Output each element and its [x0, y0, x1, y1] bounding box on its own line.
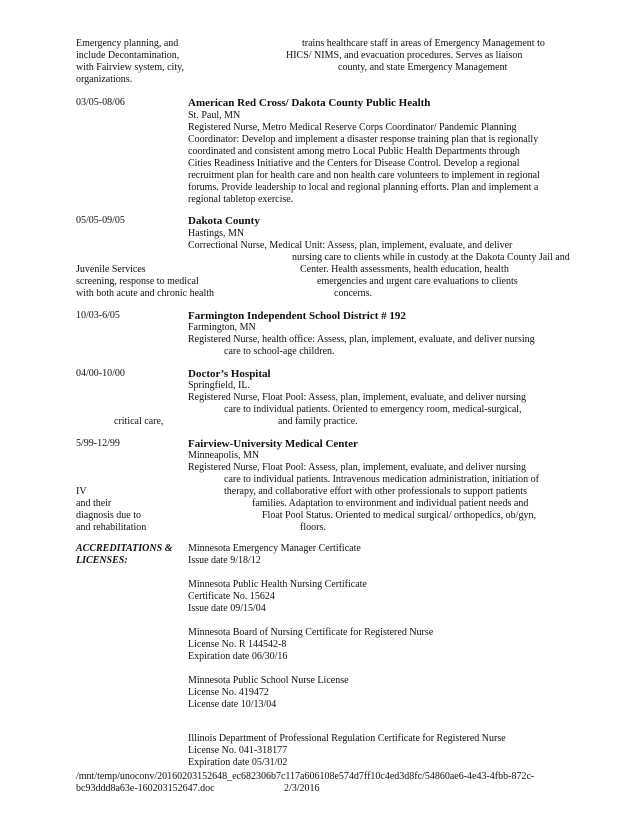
text-line: Expiration date 06/30/16: [188, 651, 288, 662]
text-line: with both acute and chronic health: [76, 288, 215, 299]
date-range: 04/00-10/00: [76, 368, 125, 379]
text-line: care to individual patients. Intravenous medication administration, initiation of: [224, 474, 539, 485]
text-line: floors.: [300, 522, 326, 533]
text-line: care to school-age children.: [224, 346, 335, 357]
text-line: Emergency planning, and: [76, 38, 179, 49]
section-heading: ACCREDITATIONS &: [76, 543, 173, 554]
text-line: trains healthcare staff in areas of Emergency Management to: [302, 38, 545, 49]
date-range: 10/03-6/05: [76, 310, 120, 321]
text-line: Float Pool Status. Oriented to medical surgical/ orthopedics, ob/gyn,: [262, 510, 536, 521]
text-line: Juvenile Services: [76, 264, 146, 275]
text-line: organizations.: [76, 74, 133, 85]
text-line: Registered Nurse, Float Pool: Assess, plan, implement, evaluate, and deliver nursing: [188, 462, 526, 473]
text-line: Minneapolis, MN: [188, 450, 260, 461]
employer-name: Farmington Independent School District # 192: [188, 310, 406, 322]
text-line: families. Adaptation to environment and individual patient needs and: [252, 498, 529, 509]
text-line: Expiration date 05/31/02: [188, 757, 288, 768]
text-line: Hastings, MN: [188, 228, 245, 239]
text-line: forums. Provide leadership to local and regional planning efforts. Plan and implement a: [188, 182, 539, 193]
date-range: 03/05-08/06: [76, 97, 125, 108]
text-line: coordinated and consistent among metro Local Public Health Departments through: [188, 146, 520, 157]
text-line: therapy, and collaborative effort with other professionals to support patients: [224, 486, 527, 497]
text-line: Issue date 9/18/12: [188, 555, 261, 566]
text-line: Registered Nurse, Float Pool: Assess, plan, implement, evaluate, and deliver nursing: [188, 392, 526, 403]
employer-name: Dakota County: [188, 215, 260, 227]
text-line: and rehabilitation: [76, 522, 147, 533]
text-line: recruitment plan for health care and non health care volunteers to implement in regional: [188, 170, 540, 181]
section-heading: LICENSES:: [76, 555, 128, 566]
text-line: License date 10/13/04: [188, 699, 277, 710]
text-line: include Decontamination,: [76, 50, 180, 61]
text-line: county, and state Emergency Management: [338, 62, 508, 73]
text-line: Illinois Department of Professional Regulation Certificate for Registered Nurse: [188, 733, 506, 744]
text-line: HICS/ NIMS, and evacuation procedures. Serves as liaison: [286, 50, 523, 61]
footer-line: /mnt/temp/unoconv/20160203152648_ec682306b7c117a606108e574d7ff10c4ed3d8fc/54860ae6-4e43-4fbb-872c-: [76, 771, 535, 782]
text-line: screening, response to medical: [76, 276, 199, 287]
text-line: Minnesota Public Health Nursing Certificate: [188, 579, 367, 590]
text-line: Minnesota Emergency Manager Certificate: [188, 543, 361, 554]
text-line: Issue date 09/15/04: [188, 603, 266, 614]
text-line: emergencies and urgent care evaluations to clients: [317, 276, 518, 287]
text-line: Minnesota Board of Nursing Certificate for Registered Nurse: [188, 627, 434, 638]
text-line: Coordinator: Develop and implement a disaster response training plan that is regionally: [188, 134, 539, 145]
text-line: critical care,: [114, 416, 164, 427]
text-line: and their: [76, 498, 112, 509]
text-line: nursing care to clients while in custody at the Dakota County Jail and: [292, 252, 570, 263]
employer-name: Doctor’s Hospital: [188, 368, 271, 380]
text-line: IV: [76, 486, 87, 497]
text-line: St. Paul, MN: [188, 110, 241, 121]
text-line: Cities Readiness Initiative and the Centers for Disease Control. Develop a regional: [188, 158, 520, 169]
footer-line: 2/3/2016: [284, 783, 320, 794]
text-line: License No. R 144542-8: [188, 639, 287, 650]
text-line: Farmington, MN: [188, 322, 256, 333]
text-line: Registered Nurse, Metro Medical Reserve Corps Coordinator/ Pandemic Planning: [188, 122, 517, 133]
text-line: regional tabletop exercise.: [188, 194, 294, 205]
text-line: License No. 041-318177: [188, 745, 288, 756]
text-line: Center. Health assessments, health education, health: [300, 264, 509, 275]
employer-name: American Red Cross/ Dakota County Public Health: [188, 97, 431, 109]
text-line: Registered Nurse, health office: Assess, plan, implement, evaluate, and deliver nursing: [188, 334, 535, 345]
text-line: care to individual patients. Oriented to emergency room, medical-surgical,: [224, 404, 522, 415]
date-range: 05/05-09/05: [76, 215, 125, 226]
text-line: with Fairview system, city,: [76, 62, 184, 73]
text-line: Certificate No. 15624: [188, 591, 275, 602]
text-line: Minnesota Public School Nurse License: [188, 675, 349, 686]
text-line: Correctional Nurse, Medical Unit: Assess, plan, implement, evaluate, and deliver: [188, 240, 513, 251]
text-line: diagnosis due to: [76, 510, 141, 521]
employer-name: Fairview-University Medical Center: [188, 438, 358, 450]
text-line: Springfield, IL.: [188, 380, 250, 391]
footer-line: bc93ddd8a63e-160203152647.doc: [76, 783, 215, 794]
text-line: concerns.: [334, 288, 373, 299]
date-range: 5/99-12/99: [76, 438, 120, 449]
text-line: License No. 419472: [188, 687, 269, 698]
text-line: and family practice.: [278, 416, 358, 427]
